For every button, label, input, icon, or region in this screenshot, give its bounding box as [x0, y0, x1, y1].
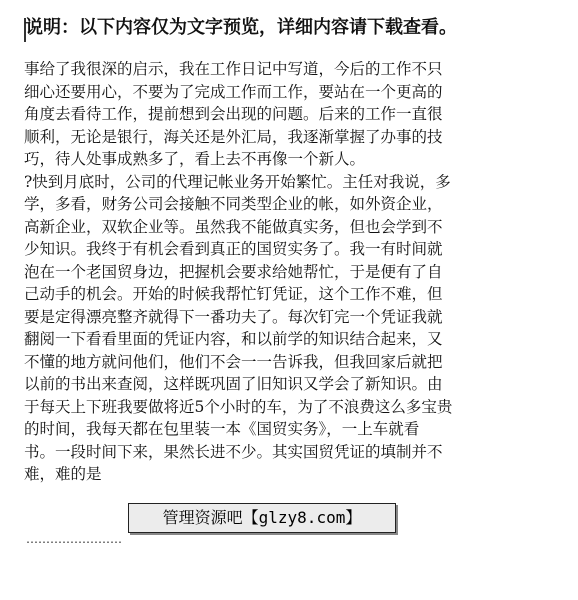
- document-body: [24, 58, 554, 486]
- body-line: ?快到月底时，公司的代理记帐业务开始繁忙。主任对我说，多: [24, 172, 451, 191]
- body-line: 事给了我很深的启示，我在工作日记中写道，今后的工作不只: [24, 60, 443, 78]
- body-line: 角度去看待工作，提前想到会出现的问题。后来的工作一直很: [24, 105, 443, 123]
- body-line: 要是定得漂亮整齐就得下一番功夫了。每次钉完一个凭证我就: [24, 307, 443, 326]
- body-line: 顺利，无论是银行，海关还是外汇局，我逐渐掌握了办事的技: [24, 127, 443, 146]
- preview-notice: 说明：以下内容仅为文字预览，详细内容请下载查看。: [25, 17, 457, 38]
- body-line: 己动手的机会。开始的时候我帮忙钉凭证，这个工作不难，但: [24, 285, 443, 303]
- body-line: 于每天上下班我要做将近5个小时的车，为了不浪费这么多宝贵: [24, 397, 453, 416]
- body-line: 学，多看，财务公司会接触不同类型企业的帐，如外资企业，: [24, 195, 443, 213]
- body-line: 以前的书出来查阅，这样既巩固了旧知识又学会了新知识。由: [24, 375, 443, 393]
- body-line: 不懂的地方就问他们，他们不会一一告诉我，但我回家后就把: [24, 352, 443, 371]
- body-line: 书。一段时间下来，果然长进不少。其实国贸凭证的填制并不: [24, 442, 443, 461]
- body-line: 高新企业，双软企业等。虽然我不能做真实务，但也会学到不: [24, 217, 443, 236]
- body-line: 的时间，我每天都在包里装一本《国贸实务》，一上车就看: [24, 420, 420, 438]
- ellipsis-continuation: ……………………: [26, 532, 122, 546]
- body-line: 难，难的是: [24, 465, 102, 483]
- body-line: 泡在一个老国贸身边，把握机会要求给她帮忙，于是便有了自: [24, 262, 443, 281]
- body-line: 巧，待人处事成熟多了，看上去不再像一个新人。: [24, 150, 366, 168]
- body-line: 翻阅一下看看里面的凭证内容，和以前学的知识结合起来，又: [24, 330, 443, 348]
- watermark-badge: 管理资源吧【glzy8.com】: [128, 503, 396, 533]
- body-line: 少知识。我终于有机会看到真正的国贸实务了。我一有时间就: [24, 240, 443, 258]
- body-line: 细心还要用心，不要为了完成工作而工作，要站在一个更高的: [24, 82, 443, 101]
